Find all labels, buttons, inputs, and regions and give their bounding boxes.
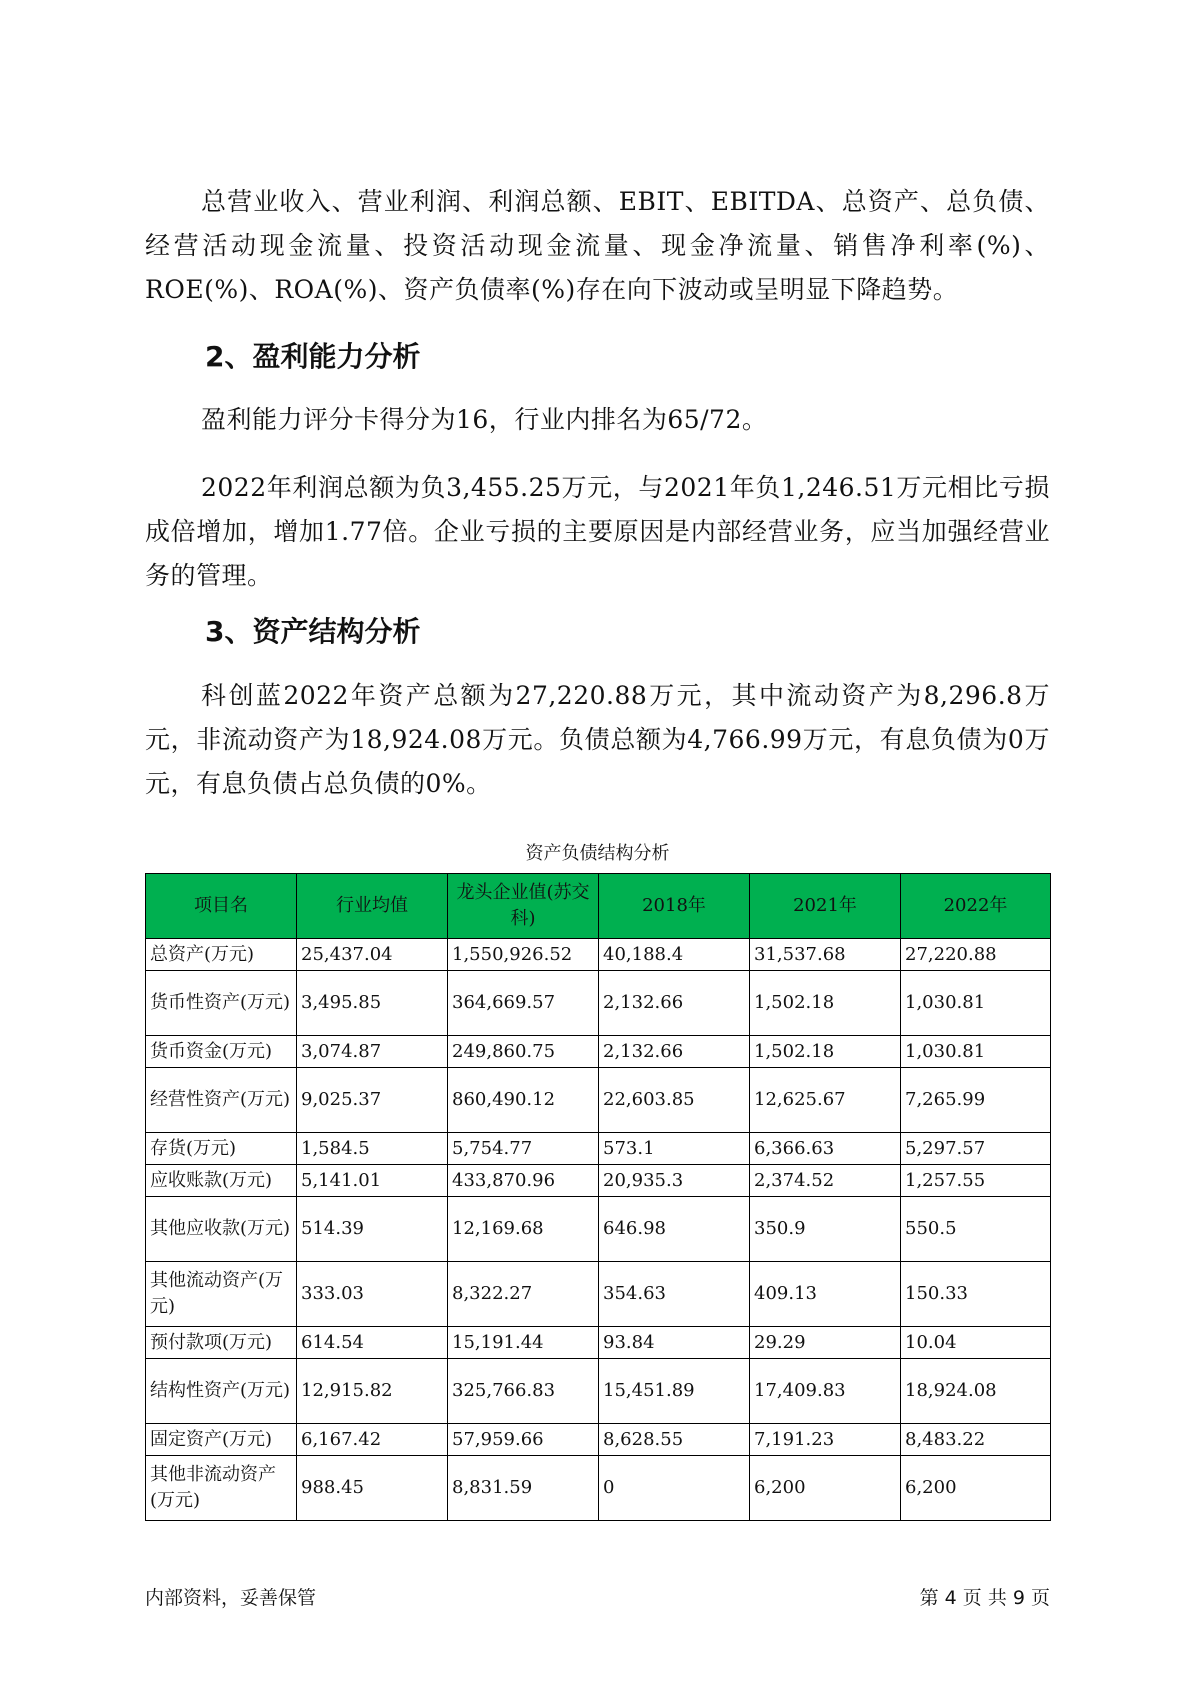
table-cell: 57,959.66 — [448, 1424, 599, 1456]
header-item-name: 项目名 — [146, 874, 297, 939]
table-cell: 31,537.68 — [750, 939, 901, 971]
table-cell: 2,132.66 — [599, 1036, 750, 1068]
table-cell: 17,409.83 — [750, 1359, 901, 1424]
table-row — [146, 1456, 1051, 1521]
table-cell: 15,191.44 — [448, 1327, 599, 1359]
row-item-name: 总资产(万元) — [146, 939, 297, 971]
table-caption: 资产负债结构分析 — [525, 843, 670, 864]
table-cell: 29.29 — [750, 1327, 901, 1359]
table-cell: 5,141.01 — [297, 1165, 448, 1197]
table-cell: 614.54 — [297, 1327, 448, 1359]
table-cell: 573.1 — [599, 1133, 750, 1165]
table-cell: 350.9 — [750, 1197, 901, 1262]
table-cell: 860,490.12 — [448, 1068, 599, 1133]
table-row — [146, 1133, 1051, 1165]
row-item-name: 预付款项(万元) — [146, 1327, 297, 1359]
row-item-name: 货币性资产(万元) — [146, 971, 297, 1036]
table-cell: 8,628.55 — [599, 1424, 750, 1456]
table-cell: 1,257.55 — [901, 1165, 1051, 1197]
table-cell: 6,366.63 — [750, 1133, 901, 1165]
profitability-score-paragraph: 盈利能力评分卡得分为16，行业内排名为65/72。 — [201, 405, 768, 434]
table-row — [146, 1197, 1051, 1262]
table-cell: 409.13 — [750, 1262, 901, 1327]
table-cell: 514.39 — [297, 1197, 448, 1262]
table-cell: 1,030.81 — [901, 1036, 1051, 1068]
row-item-name: 其他非流动资产(万元) — [146, 1456, 297, 1521]
header-industry-average: 行业均值 — [297, 874, 448, 939]
table-header-row — [146, 874, 1051, 939]
row-item-name: 货币资金(万元) — [146, 1036, 297, 1068]
row-item-name: 结构性资产(万元) — [146, 1359, 297, 1424]
table-cell: 8,831.59 — [448, 1456, 599, 1521]
table-cell: 27,220.88 — [901, 939, 1051, 971]
table-cell: 7,191.23 — [750, 1424, 901, 1456]
table-cell: 249,860.75 — [448, 1036, 599, 1068]
row-item-name: 其他流动资产(万元) — [146, 1262, 297, 1327]
table-row — [146, 1165, 1051, 1197]
summary-paragraph: 总营业收入、营业利润、利润总额、EBIT、EBITDA、总资产、总负债、经营活动现金流量、投资活动现金流量、现金净流量、销售净利率(%)、ROE(%)、ROA(%)、资产负债率(%)存在向下波动或呈明显下降趋势。 — [145, 187, 1050, 304]
section-heading-asset-structure: 3、资产结构分析 — [205, 615, 421, 648]
table-cell: 6,200 — [750, 1456, 901, 1521]
table-cell: 3,074.87 — [297, 1036, 448, 1068]
table-cell: 433,870.96 — [448, 1165, 599, 1197]
table-cell: 15,451.89 — [599, 1359, 750, 1424]
row-item-name: 应收账款(万元) — [146, 1165, 297, 1197]
table-row — [146, 1068, 1051, 1133]
header-year-2021: 2021年 — [750, 874, 901, 939]
table-cell: 20,935.3 — [599, 1165, 750, 1197]
header-year-2018: 2018年 — [599, 874, 750, 939]
table-cell: 5,297.57 — [901, 1133, 1051, 1165]
table-cell: 1,550,926.52 — [448, 939, 599, 971]
table-cell: 12,169.68 — [448, 1197, 599, 1262]
table-cell: 0 — [599, 1456, 750, 1521]
table-cell: 12,625.67 — [750, 1068, 901, 1133]
profit-analysis-paragraph: 2022年利润总额为负3,455.25万元，与2021年负1,246.51万元相比亏损成倍增加，增加1.77倍。企业亏损的主要原因是内部经营业务，应当加强经营业务的管理。 — [145, 473, 1050, 590]
table-cell: 150.33 — [901, 1262, 1051, 1327]
table-cell: 18,924.08 — [901, 1359, 1051, 1424]
table-cell: 354.63 — [599, 1262, 750, 1327]
table-cell: 2,374.52 — [750, 1165, 901, 1197]
table-cell: 1,030.81 — [901, 971, 1051, 1036]
balance-structure-table — [145, 873, 1051, 1521]
asset-structure-paragraph: 科创蓝2022年资产总额为27,220.88万元，其中流动资产为8,296.8万元，非流动资产为18,924.08万元。负债总额为4,766.99万元，有息负债为0万元，有息负债占总负债的0%。 — [145, 681, 1050, 798]
table-cell: 9,025.37 — [297, 1068, 448, 1133]
table-cell: 333.03 — [297, 1262, 448, 1327]
table-row — [146, 1036, 1051, 1068]
table-cell: 325,766.83 — [448, 1359, 599, 1424]
header-leader-value: 龙头企业值(苏交科) — [448, 874, 599, 939]
table-row — [146, 1424, 1051, 1456]
table-row — [146, 1262, 1051, 1327]
table-cell: 2,132.66 — [599, 971, 750, 1036]
table-cell: 1,584.5 — [297, 1133, 448, 1165]
table-cell: 22,603.85 — [599, 1068, 750, 1133]
table-cell: 646.98 — [599, 1197, 750, 1262]
table-cell: 550.5 — [901, 1197, 1051, 1262]
table-cell: 8,483.22 — [901, 1424, 1051, 1456]
table-cell: 10.04 — [901, 1327, 1051, 1359]
row-item-name: 固定资产(万元) — [146, 1424, 297, 1456]
row-item-name: 经营性资产(万元) — [146, 1068, 297, 1133]
row-item-name: 存货(万元) — [146, 1133, 297, 1165]
table-cell: 25,437.04 — [297, 939, 448, 971]
table-row — [146, 939, 1051, 971]
table-cell: 8,322.27 — [448, 1262, 599, 1327]
table-cell: 6,167.42 — [297, 1424, 448, 1456]
table-cell: 5,754.77 — [448, 1133, 599, 1165]
table-cell: 988.45 — [297, 1456, 448, 1521]
table-cell: 364,669.57 — [448, 971, 599, 1036]
table-cell: 12,915.82 — [297, 1359, 448, 1424]
table-cell: 93.84 — [599, 1327, 750, 1359]
table-cell: 1,502.18 — [750, 1036, 901, 1068]
header-year-2022: 2022年 — [901, 874, 1051, 939]
table-cell: 40,188.4 — [599, 939, 750, 971]
table-cell: 1,502.18 — [750, 971, 901, 1036]
footer-page-number: 第 4 页 共 9 页 — [919, 1587, 1050, 1609]
table-cell: 6,200 — [901, 1456, 1051, 1521]
table-row — [146, 1327, 1051, 1359]
footer-confidential-note: 内部资料，妥善保管 — [145, 1587, 317, 1609]
row-item-name: 其他应收款(万元) — [146, 1197, 297, 1262]
table-row — [146, 1359, 1051, 1424]
section-heading-profitability: 2、盈利能力分析 — [205, 340, 421, 373]
table-row — [146, 971, 1051, 1036]
table-cell: 3,495.85 — [297, 971, 448, 1036]
table-cell: 7,265.99 — [901, 1068, 1051, 1133]
table-body — [146, 939, 1051, 1521]
